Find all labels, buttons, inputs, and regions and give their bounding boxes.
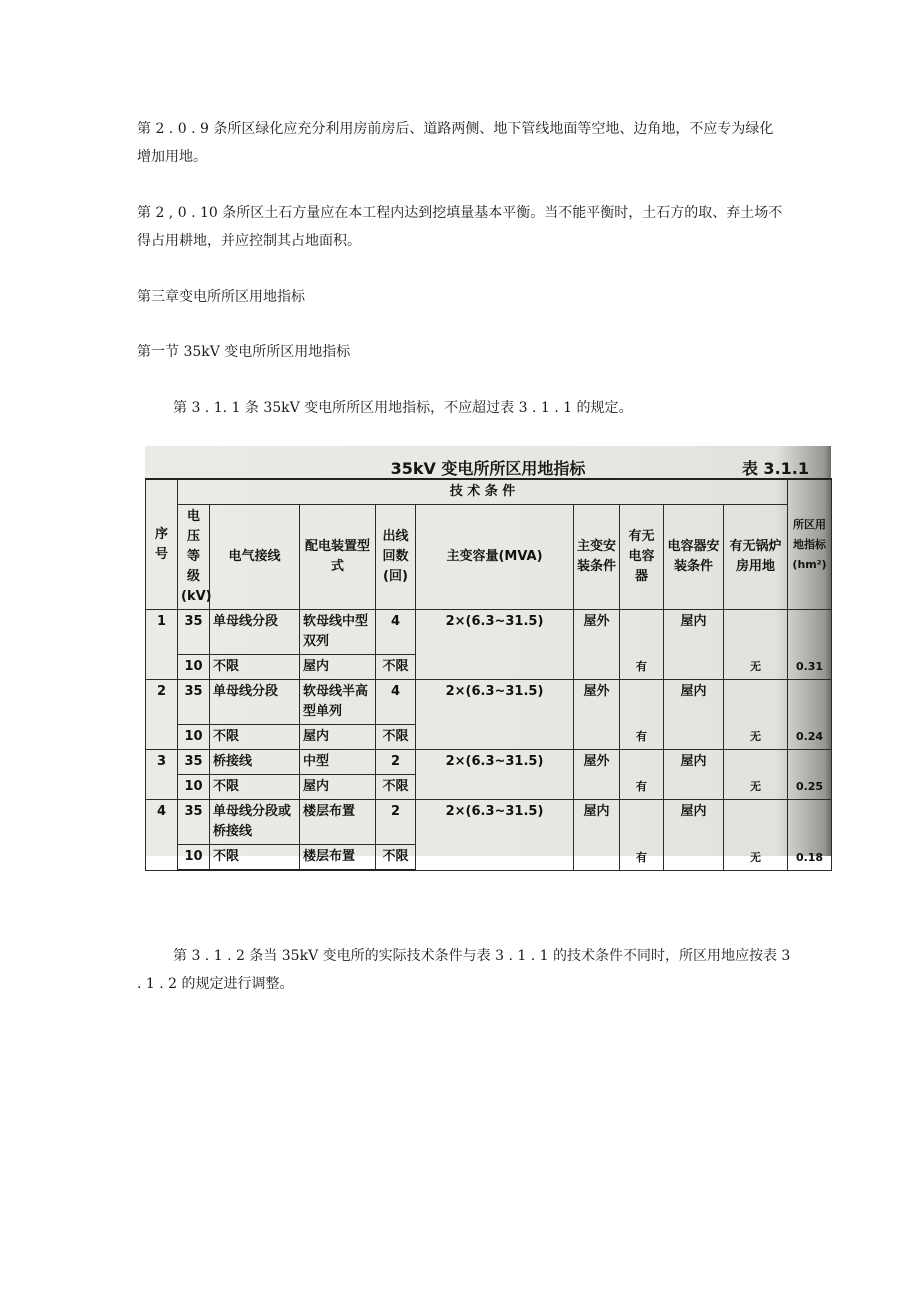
chapter-heading: 第三章变电所所区用地指标 [137,289,305,305]
table-row [146,750,832,775]
cell-capacitor: 有 [620,610,664,680]
cell-area: 0.31 [788,610,832,680]
cell-voltage: 35 [178,610,210,655]
cell-capacity: 2×(6.3~31.5) [416,610,574,680]
row-seq: 4 [146,800,178,871]
header-install: 主变安装条件 [574,505,620,610]
cell-wiring: 不限 [210,725,300,750]
cell-switchgear: 屋内 [300,655,376,680]
cell-capacitor-install: 屋内 [664,610,724,680]
cell-switchgear: 软母线中型双列 [300,610,376,655]
cell-capacitor: 有 [620,680,664,750]
cell-voltage: 10 [178,775,210,800]
cell-wiring: 单母线分段 [210,610,300,655]
cell-boiler: 无 [724,800,788,871]
clause-3-1-2: 第 3 . 1 . 2 条当 35kV 变电所的实际技术条件与表 3 . 1 . 1 的技术条件不同时，所区用地应按表 3 . 1 . 2 的规定进行调整。 [137,948,791,992]
cell-capacitor-install: 屋内 [664,800,724,871]
row-seq: 2 [146,680,178,750]
cell-area: 0.25 [788,750,832,800]
header-voltage: 电压等级(kV) [178,505,210,610]
cell-lines: 2 [376,750,416,775]
cell-lines: 4 [376,680,416,725]
cell-wiring: 不限 [210,655,300,680]
cell-install: 屋内 [574,800,620,871]
cell-install: 屋外 [574,750,620,800]
cell-voltage: 35 [178,800,210,845]
cell-capacity: 2×(6.3~31.5) [416,680,574,750]
cell-switchgear: 中型 [300,750,376,775]
cell-lines: 不限 [376,845,416,871]
clause-2-0-9: 第 2 . 0 . 9 条所区绿化应充分利用房前房后、道路两侧、地下管线地面等空地、边角地，不应专为绿化增加用地。 [137,121,774,165]
cell-wiring: 单母线分段 [210,680,300,725]
cell-install: 屋外 [574,680,620,750]
cell-wiring: 不限 [210,845,300,871]
cell-voltage: 10 [178,725,210,750]
header-tech-conditions: 技 术 条 件 [178,479,788,505]
header-lines: 出线回数(回) [376,505,416,610]
clause-2-0-10: 第 2 , 0 . 10 条所区土石方量应在本工程内达到挖填量基本平衡。当不能平衡时，土石方的取、弃土场不得占用耕地，并应控制其占地面积。 [137,205,783,249]
land-use-index-table [145,478,832,871]
cell-capacitor: 有 [620,750,664,800]
cell-capacity: 2×(6.3~31.5) [416,800,574,871]
cell-voltage: 10 [178,655,210,680]
row-seq: 1 [146,610,178,680]
cell-switchgear: 软母线半高型单列 [300,680,376,725]
cell-voltage: 10 [178,845,210,871]
table-3-1-1-scan [145,446,831,864]
cell-install: 屋外 [574,610,620,680]
cell-area: 0.24 [788,680,832,750]
cell-wiring: 单母线分段或桥接线 [210,800,300,845]
cell-switchgear: 屋内 [300,775,376,800]
table-row [146,610,832,655]
header-capacitor-install: 电容器安装条件 [664,505,724,610]
clause-3-1-1: 第 3 . 1. 1 条 35kV 变电所所区用地指标，不应超过表 3 . 1 . 1 的规定。 [173,400,633,416]
table-number: 表 3.1.1 [741,459,809,478]
header-capacitor: 有无电容器 [620,505,664,610]
cell-capacitor-install: 屋内 [664,750,724,800]
table-row [146,800,832,845]
cell-switchgear: 楼层布置 [300,800,376,845]
cell-switchgear: 楼层布置 [300,845,376,871]
cell-lines: 2 [376,800,416,845]
cell-switchgear: 屋内 [300,725,376,750]
cell-lines: 不限 [376,655,416,680]
row-seq: 3 [146,750,178,800]
header-capacity: 主变容量(MVA) [416,505,574,610]
cell-lines: 4 [376,610,416,655]
header-boiler: 有无锅炉房用地 [724,505,788,610]
table-row [146,680,832,725]
header-switchgear: 配电装置型式 [300,505,376,610]
table-title: 35kV 变电所所区用地指标 [390,459,586,478]
cell-capacity: 2×(6.3~31.5) [416,750,574,800]
cell-wiring: 桥接线 [210,750,300,775]
cell-boiler: 无 [724,680,788,750]
cell-lines: 不限 [376,775,416,800]
cell-capacitor: 有 [620,800,664,871]
cell-wiring: 不限 [210,775,300,800]
header-area: 所区用地指标(hm²) [788,479,832,610]
cell-area: 0.18 [788,800,832,871]
cell-boiler: 无 [724,610,788,680]
cell-lines: 不限 [376,725,416,750]
section-heading: 第一节 35kV 变电所所区用地指标 [137,344,351,360]
header-wiring: 电气接线 [210,505,300,610]
cell-voltage: 35 [178,680,210,725]
header-seq: 序 号 [146,479,178,610]
cell-capacitor-install: 屋内 [664,680,724,750]
cell-boiler: 无 [724,750,788,800]
cell-voltage: 35 [178,750,210,775]
